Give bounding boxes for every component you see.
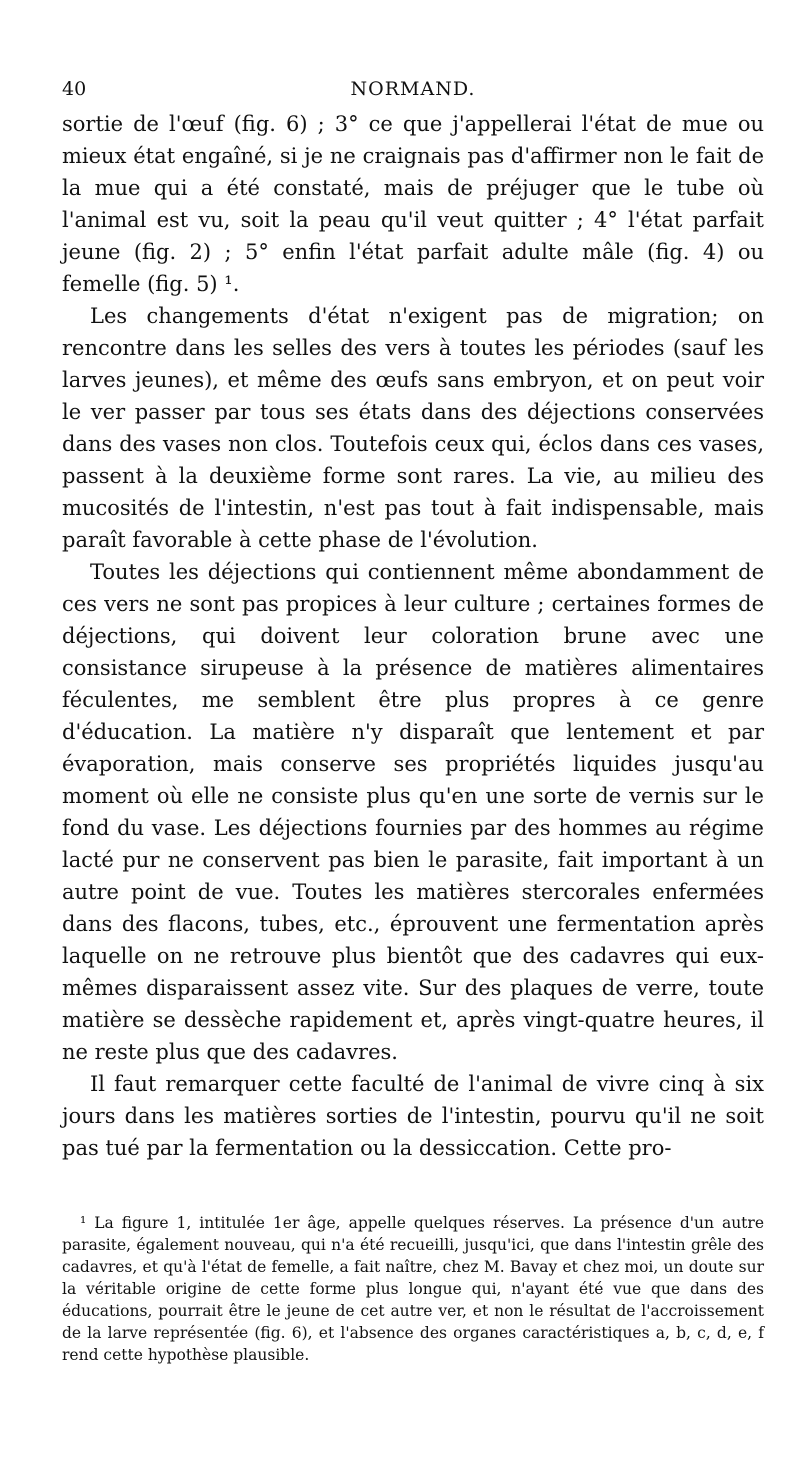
paragraph-2: Les changements d'état n'exigent pas de migration; on rencontre dans les selles des vers à toutes les périodes (sauf les larves jeunes), et même des œufs sans embryon, et on peut voir le ver passer par tous ses états dans des déjections conservées dans des vases non clos. Toutefois ceux qui, éclos dans ces vases, passent à la deuxième forme sont rares. La vie, au milieu des mucosités de l'intestin, n'est pas tout à fait indispensable, mais paraît favorable à cette phase de l'évolution.: [62, 304, 764, 552]
running-head: [62, 78, 764, 108]
paragraph-3: Toutes les déjections qui contiennent même abondamment de ces vers ne sont pas propices à leur culture ; certaines formes de déjections, qui doivent leur coloration brune avec une consistance sirupeuse à la présence de matières alimentaires féculentes, me semblent être plus propres à ce genre d'éducation. La matière n'y disparaît que lentement et par évaporation, mais conserve ses propriétés liquides jusqu'au moment où elle ne consiste plus qu'en une sorte de vernis sur le fond du vase. Les déjections fournies par des hommes au régime lacté pur ne conservent pas bien le parasite, fait important à un autre point de vue. Toutes les matières stercorales enfermées dans des flacons, tubes, etc., éprouvent une fermentation après laquelle on ne retrouve plus bientôt que des cadavres qui eux-mêmes disparaissent assez vite. Sur des plaques de verre, toute matière se dessèche rapidement et, après vingt-quatre heures, il ne reste plus que des cadavres.: [62, 560, 764, 1064]
running-title: NORMAND.: [350, 78, 476, 100]
paragraph-4: Il faut remarquer cette faculté de l'animal de vivre cinq à six jours dans les matières sorties de l'intestin, pourvu qu'il ne soit pas tué par la fermentation ou la dessiccation. Cette pro-: [62, 1072, 764, 1160]
page-number: 40: [62, 78, 87, 100]
footnote-1: ¹ La figure 1, intitulée 1er âge, appelle quelques réserves. La présence d'un autre parasite, également nouveau, qui n'a été recueilli, jusqu'ici, que dans l'intestin grêle des cadavres, et qu'à l'état de femelle, a fait naître, chez M. Bavay et chez moi, un doute sur la véritable origine de cette forme plus longue qui, n'ayant été vue que dans des éducations, pourrait être le jeune de cet autre ver, et non le résultat de l'accroissement de la larve représentée (fig. 6), et l'absence des organes caractéristiques a, b, c, d, e, f rend cette hypothèse plausible.: [62, 1214, 764, 1364]
body-text: [62, 108, 764, 1164]
page: [62, 78, 764, 1164]
footnotes: [62, 1212, 764, 1366]
paragraph-1: sortie de l'œuf (fig. 6) ; 3° ce que j'appellerai l'état de mue ou mieux état engaîné, si je ne craignais pas d'affirmer non le fait de la mue qui a été constaté, mais de préjuger que le tube où l'animal est vu, soit la peau qu'il veut quitter ; 4° l'état parfait jeune (fig. 2) ; 5° enfin l'état parfait adulte mâle (fig. 4) ou femelle (fig. 5) ¹.: [62, 112, 764, 296]
